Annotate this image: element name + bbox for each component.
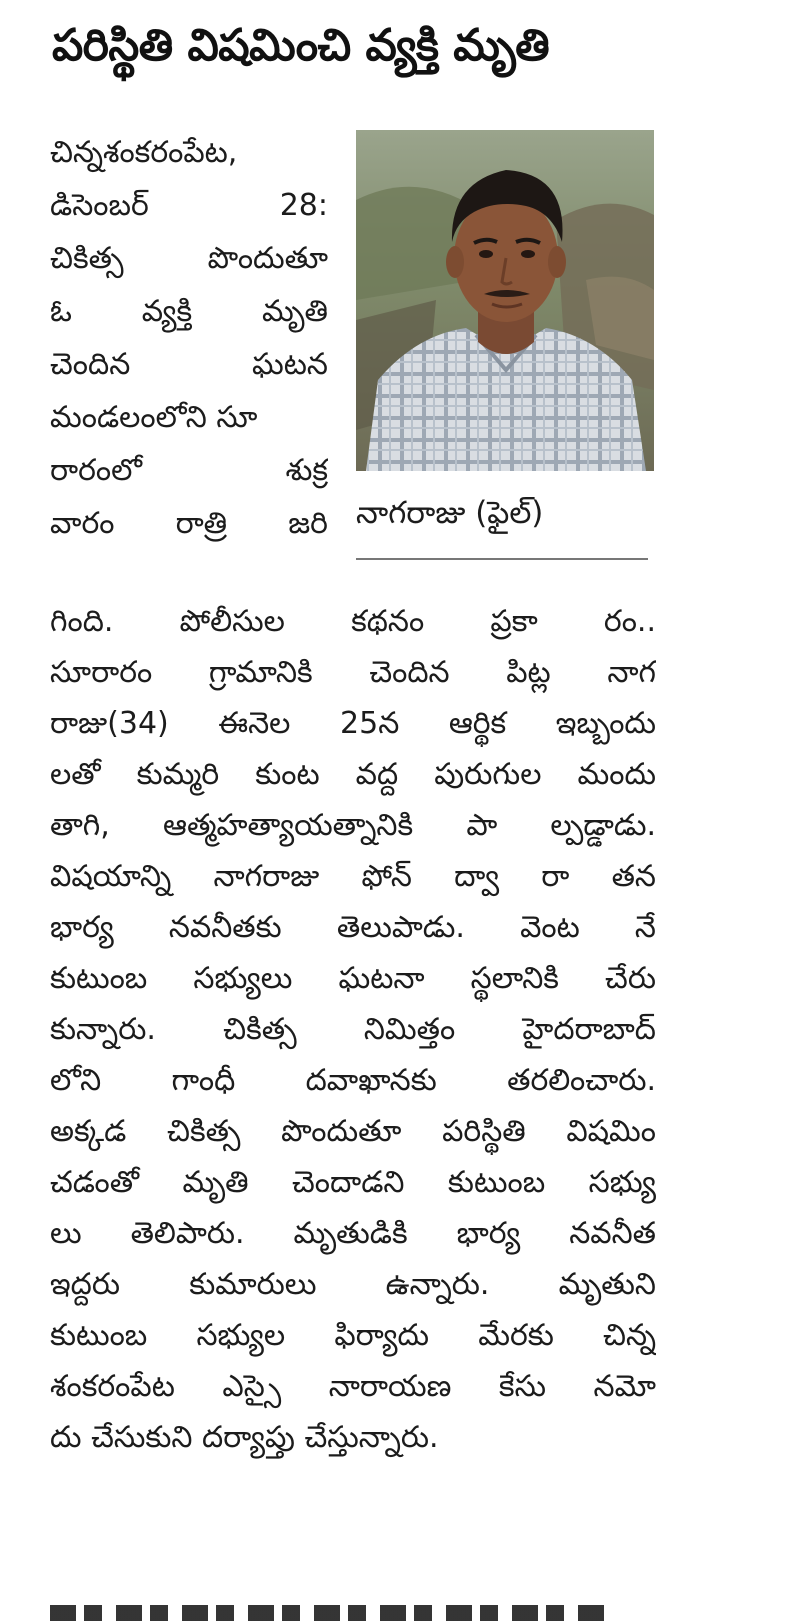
cropped-text-fragment bbox=[50, 1605, 610, 1621]
intro-word: ఓ bbox=[50, 294, 72, 329]
body-line: కున్నారు. చికిత్స నిమిత్తం హైదరాబాద్ bbox=[50, 1012, 656, 1047]
article-body bbox=[50, 596, 656, 1463]
body-line: అక్కడ చికిత్స పొందుతూ పరిస్థితి విషమిం bbox=[50, 1114, 656, 1149]
article-intro-column bbox=[50, 126, 328, 550]
intro-line bbox=[50, 179, 328, 232]
person-photo bbox=[356, 130, 654, 471]
body-line: తాగి, ఆత్మహత్యాయత్నానికి పా ల్పడ్డాడు. bbox=[50, 808, 656, 843]
photo-caption: నాగరాజు (ఫైల్) bbox=[356, 495, 544, 531]
intro-line bbox=[50, 391, 328, 444]
intro-line bbox=[50, 338, 328, 391]
intro-word: వారం bbox=[50, 506, 115, 541]
body-line: రాజు(34) ఈనెల 25న ఆర్థిక ఇబ్బందు bbox=[50, 706, 656, 741]
body-line: కుటుంబ సభ్యుల ఫిర్యాదు మేరకు చిన్న bbox=[50, 1318, 656, 1353]
intro-word: మృతి bbox=[261, 294, 328, 329]
intro-line bbox=[50, 444, 328, 497]
intro-word: వ్యక్తి bbox=[141, 294, 193, 329]
body-line: గింది. పోలీసుల కథనం ప్రకా రం.. bbox=[50, 604, 656, 639]
intro-word: ఘటన bbox=[252, 347, 328, 382]
body-line: శంకరంపేట ఎస్సై నారాయణ కేసు నమో bbox=[50, 1369, 656, 1404]
intro-word: 28: bbox=[279, 188, 328, 223]
body-line: చడంతో మృతి చెందాడని కుటుంబ సభ్యు bbox=[50, 1165, 656, 1200]
intro-line bbox=[50, 126, 328, 179]
intro-word: మండలంలోని సూ bbox=[50, 400, 258, 435]
intro-line bbox=[50, 497, 328, 550]
intro-word: రారంలో bbox=[50, 453, 142, 488]
body-line: లోని గాంధీ దవాఖానకు తరలించారు. bbox=[50, 1063, 656, 1098]
intro-word: శుక్ర bbox=[285, 453, 328, 488]
intro-word: జరి bbox=[288, 506, 328, 541]
body-line: లు తెలిపారు. మృతుడికి భార్య నవనీత bbox=[50, 1216, 656, 1251]
body-line: కుటుంబ సభ్యులు ఘటనా స్థలానికి చేరు bbox=[50, 961, 656, 996]
body-line: దు చేసుకుని దర్యాప్తు చేస్తున్నారు. bbox=[50, 1420, 439, 1455]
body-line: ఇద్దరు కుమారులు ఉన్నారు. మృతుని bbox=[50, 1267, 656, 1302]
intro-word: చిన్నశంకరంపేట, bbox=[50, 135, 238, 170]
intro-word: డిసెంబర్ bbox=[50, 188, 149, 223]
caption-divider bbox=[356, 558, 648, 560]
body-line: లతో కుమ్మరి కుంట వద్ద పురుగుల మందు bbox=[50, 757, 656, 792]
next-article-headline-fragment bbox=[50, 1605, 610, 1621]
body-line: సూరారం గ్రామానికి చెందిన పిట్ల నాగ bbox=[50, 655, 656, 690]
intro-word: రాత్రి bbox=[175, 506, 228, 541]
intro-line bbox=[50, 285, 328, 338]
intro-word: చికిత్స bbox=[50, 241, 124, 276]
body-line: భార్య నవనీతకు తెలుపాడు. వెంట నే bbox=[50, 910, 656, 945]
article-headline: పరిస్థితి విషమించి వ్యక్తి మృతి bbox=[52, 20, 550, 71]
intro-word: పొందుతూ bbox=[207, 241, 328, 276]
intro-line bbox=[50, 232, 328, 285]
body-line: విషయాన్ని నాగరాజు ఫోన్ ద్వా రా తన bbox=[50, 859, 656, 894]
person-portrait-illustration bbox=[356, 130, 654, 471]
intro-word: చెందిన bbox=[50, 347, 131, 382]
